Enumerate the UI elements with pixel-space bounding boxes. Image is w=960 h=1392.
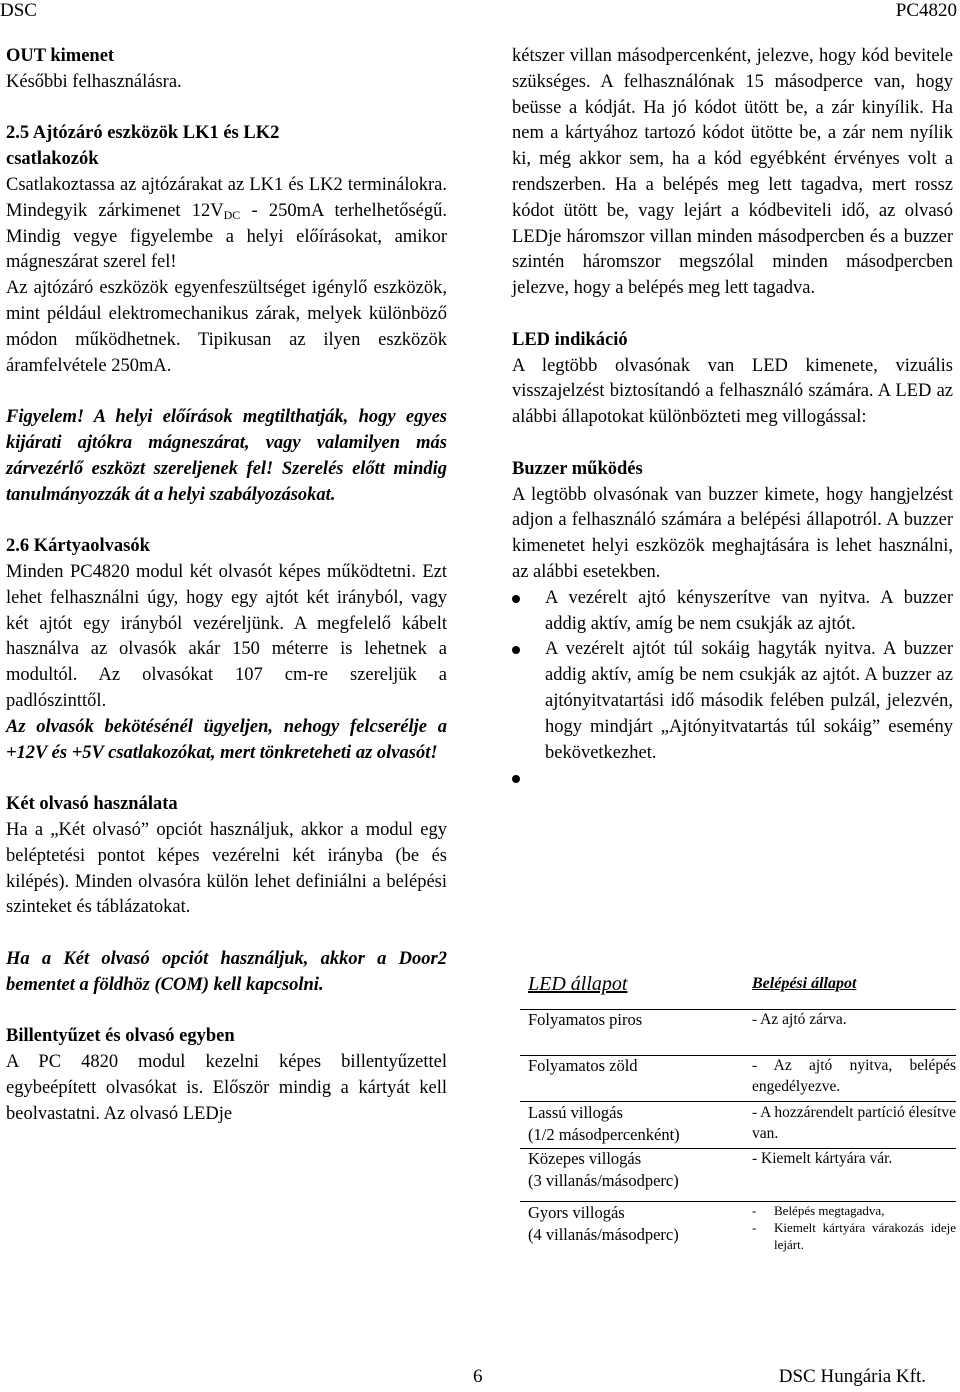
footer-company: DSC Hungária Kft. <box>778 1366 926 1387</box>
table-cell-led-state: Folyamatos piros <box>528 1010 643 1029</box>
table-cell-access-state <box>742 1202 956 1254</box>
led-state-line: Lassú villogás <box>528 1103 623 1122</box>
page-number: 6 <box>473 1366 483 1387</box>
led-indication-title: LED indikáció <box>512 329 628 350</box>
led-state-line: Gyors villogás <box>528 1203 625 1222</box>
table-header-row <box>520 966 956 1009</box>
led-state-line: (1/2 másodpercenként) <box>528 1125 680 1144</box>
table-cell-led-state <box>520 1202 742 1254</box>
two-reader-warning: Ha a Két olvasó opciót használjuk, akkor a Door2 bementet a földhöz (COM) kell kapcsolni. <box>6 948 447 995</box>
bullet-item: A vezérelt ajtót túl sokáig hagyták nyitva. A buzzer addig aktív, amíg be nem csukják az ajtót. A buzzer az ajtónyitvatartási idő második felében pulzál, jelezvén, hogy mindjárt „Ajtónyitvatartás túl sokáig” esemény bekövetkezhet. <box>512 637 953 766</box>
section-2-5-title-line1: 2.5 Ajtózáró eszközök LK1 és LK2 <box>6 123 280 144</box>
bullet-item: A vezérelt ajtó kényszerítve van nyitva. A buzzer addig aktív, amíg be nem csukják az ajtót. <box>512 586 953 638</box>
table-cell-access-state: - Az ajtó nyitva, belépés engedélyezve. <box>752 1057 956 1095</box>
continued-paragraph: kétszer villan másodpercenként, jelezve, hogy kód bevitele szükséges. A felhasználónak 15 másodperce van, hogy beüsse a kódját. Ha jó kódot ütött be, a zár kinyílik. Ha nem a kártyához tartozó kódot ütötte be, a zár nem nyílik ki, még akkor sem, ha a kód egyébként érvényes volt a rendszerben. Ha a belépés meg lett tagadva, mert rossz kódot ütött be, vagy lejárt a kódbeviteli idő, az olvasó LEDje háromszor villan minden másodpercben és a buzzer szintén háromszor megszólal minden másodpercben jelezve, hogy a belépés meg lett tagadva. <box>512 46 953 299</box>
section-2-6-title: 2.6 Kártyaolvasók <box>6 536 150 557</box>
led-state-line: Közepes villogás <box>528 1149 642 1168</box>
table-divider <box>520 1055 956 1056</box>
table-divider <box>520 1101 956 1102</box>
led-state-line: (3 villanás/másodperc) <box>528 1171 679 1190</box>
table-cell-access-state: - Kiemelt kártyára vár. <box>752 1150 893 1167</box>
table-header-led-state: LED állapot <box>528 973 628 995</box>
table-cell-access-state: - Az ajtó zárva. <box>752 1011 847 1028</box>
access-state-item: - Kiemelt kártyára várakozás ideje lejárt. <box>752 1219 956 1253</box>
keypad-reader-paragraph: A PC 4820 modul kezelni képes billentyűzettel egybeépített olvasókat is. Először mindig a kártyát kell beolvastatni. Az olvasó LEDje <box>6 1052 447 1124</box>
out-text: Későbbi felhasználásra. <box>6 71 182 92</box>
out-title: OUT kimenet <box>6 46 115 66</box>
led-indication-paragraph: A legtöbb olvasónak van LED kimenete, vizuális visszajelzést biztosítandó a felhasználó számára. A LED az alábbi állapotokat különbözteti meg villogással: <box>512 355 953 428</box>
section-2-5-paragraph-2: Az ajtózáró eszközök egyenfeszültséget igénylő eszközök, mint például elektromechanikus zárak, melyek különböző módon működhetnek. Tipikusan az ilyen eszközök áramfelvétele 250mA. <box>6 278 447 376</box>
bullet-item-empty <box>512 766 953 792</box>
section-2-5-paragraph-1: Csatlakoztassa az ajtózárakat az LK1 és LK2 terminálokra. Mindegyik zárkimenet $12V_{DC} - 250mA$ terhelhetőségű. Mindig vegye figyelembe a helyi előírásokat, amikor mágneszárat szerel fel! <box>6 174 447 273</box>
table-row <box>520 1202 956 1254</box>
table-header-access-state: Belépési állapot <box>752 975 857 992</box>
keypad-reader-title: Billentyűzet és olvasó egyben <box>6 1026 235 1047</box>
table-cell-led-state: Folyamatos zöld <box>528 1056 638 1075</box>
table-divider <box>520 1148 956 1149</box>
header-left: DSC <box>0 0 37 21</box>
buzzer-bullet-list <box>512 586 953 792</box>
two-reader-paragraph: Ha a „Két olvasó” opciót használjuk, akkor a modul egy beléptetési pontot képes vezérelni két irányba (be és kilépés). Minden olvasóra külön lehet definiálni a belépési szinteket és táblázatokat. <box>6 819 447 918</box>
section-2-6-paragraph: Minden PC4820 modul két olvasót képes működtetni. Ezt lehet felhasználni úgy, hogy egy ajtót két irányból, vagy két ajtót egy irányból vezéreljünk. A megfelelő kábelt használva az olvasók akár 150 méterre is lehetnek a modultól. Az olvasókat 107 cm-re szereljük a padlószinttől. <box>6 561 447 711</box>
buzzer-paragraph: A legtöbb olvasónak van buzzer kimete, hogy hangjelzést adjon a felhasználó számára a belépési állapotról. A buzzer kimenetet helyi eszközök meghajtására is lehet használni, az alábbi esetekben. <box>512 484 953 582</box>
access-state-item: - Belépés megtagadva, <box>752 1202 956 1219</box>
header-right: PC4820 <box>895 0 957 21</box>
table-row <box>520 1009 956 1055</box>
table-cell-led-state <box>520 1102 742 1148</box>
table-cell-led-state <box>520 1148 742 1202</box>
right-column <box>512 44 953 792</box>
table-row <box>520 1148 956 1202</box>
two-reader-title: Két olvasó használata <box>6 794 178 815</box>
left-column <box>6 44 447 1127</box>
table-row <box>520 1055 956 1102</box>
table-divider <box>520 1009 956 1010</box>
section-2-6-warning: Az olvasók bekötésénél ügyeljen, nehogy felcserélje a +12V és +5V csatlakozókat, mert tönkreteheti az olvasót! <box>6 716 447 763</box>
table-divider <box>520 1201 956 1202</box>
table-row <box>520 1102 956 1148</box>
led-state-line: (4 villanás/másodperc) <box>528 1225 679 1244</box>
buzzer-title: Buzzer működés <box>512 458 643 479</box>
table-cell-access-state: - A hozzárendelt partíció élesítve van. <box>752 1104 956 1142</box>
section-2-5-title-line2: csatlakozók <box>6 149 99 170</box>
warning-paragraph: Figyelem! A helyi előírások megtilthatják, hogy egyes kijárati ajtókra mágneszárat, vagy valamilyen más zárvezérlő eszközt szereljenek fel! Szerelés előtt mindig tanulmányozzák át a helyi szabályozásokat. <box>6 407 447 505</box>
